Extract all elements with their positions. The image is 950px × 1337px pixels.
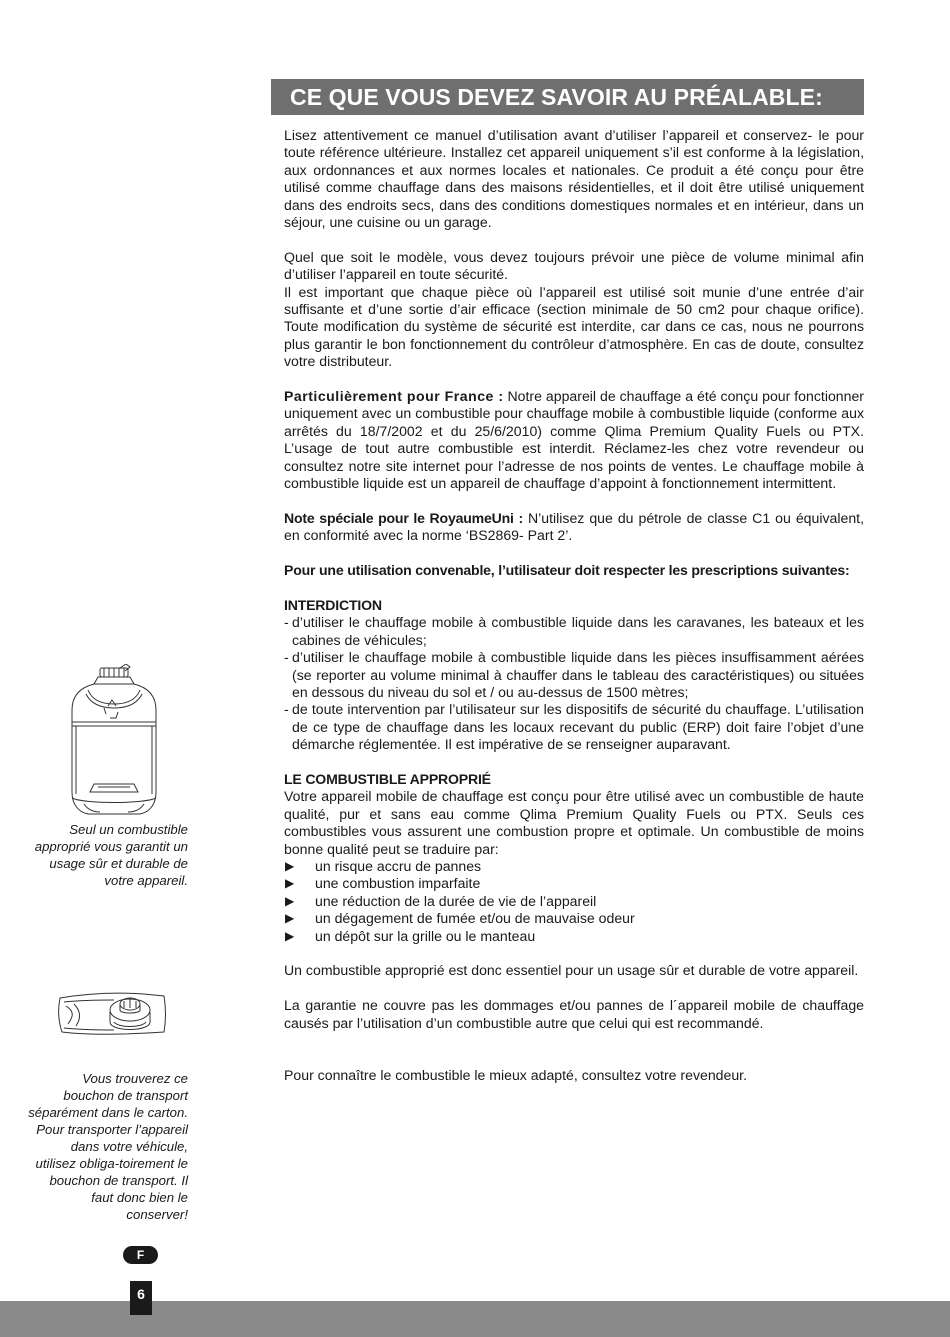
bullet-icon: ▶ xyxy=(285,911,295,926)
list-item: - d’utiliser le chauffage mobile à combustible liquide dans les pièces insuffisamment aérées (se reporter au volume minimal à chauffer dans le tableau des caractéristiques) ou situées en dessous du niveau du sol et / ou au-dessus de 1500 mètres; xyxy=(284,649,864,700)
list-item: - d’utiliser le chauffage mobile à combustible liquide dans les caravanes, les bateaux et les cabines de véhicules; xyxy=(284,614,864,648)
dealer-paragraph: Pour connaître le combustible le mieux adapté, consultez votre revendeur. xyxy=(284,1066,748,1083)
france-label: Particulièrement pour France : xyxy=(284,388,504,405)
dash-marker: - xyxy=(284,614,289,631)
list-item: ▶ une réduction de la durée de vie de l’appareil xyxy=(285,892,597,909)
dash-marker: - xyxy=(284,649,289,666)
fuel-caption: Seul un combustible approprié vous garantit un usage sûr et durable de votre appareil. xyxy=(34,822,188,888)
page-title: CE QUE VOUS DEVEZ SAVOIR AU PRÉALABLE: xyxy=(271,79,864,115)
essential-paragraph: Un combustible approprié est donc essentiel pour un usage sûr et durable de votre appareil. xyxy=(284,962,859,979)
language-badge: F xyxy=(123,1246,158,1264)
fuel-can-icon xyxy=(64,664,164,816)
uk-paragraph xyxy=(284,510,864,545)
warranty-paragraph: La garantie ne couvre pas les dommages et/ou pannes de l´appareil mobile de chauffage causés par l’utilisation d’un combustible autre que celui qui est recommandé. xyxy=(284,997,864,1031)
list-item: ▶ une combustion imparfaite xyxy=(285,875,481,892)
uk-text: N’utilisez que du pétrole de classe C1 ou équivalent, en conformité avec la norme ‘BS2869- Part 2’. xyxy=(284,509,864,544)
france-paragraph xyxy=(284,388,864,492)
transport-cap-icon xyxy=(54,988,170,1038)
ventilation-paragraph: Il est important que chaque pièce où l’appareil est utilisé soit munie d’une entrée d’air suffisante et d’une sortie d’air efficace (section minimale de 50 cm2 pour chaque orifice). Toute modification du système de sécurité est interdite, car dans ce cas, nous ne pourrons plus garantir le bon fonctionnement du contrôleur d’atmosphère. En cas de doute, consultez votre distributeur. xyxy=(284,283,864,370)
fuel-title: LE COMBUSTIBLE APPROPRIÉ xyxy=(284,770,491,787)
list-item: ▶ un dégagement de fumée et/ou de mauvaise odeur xyxy=(285,910,635,927)
list-item: ▶ un risque accru de pannes xyxy=(285,857,482,874)
uk-label: Note spéciale pour le RoyaumeUni : xyxy=(284,509,523,526)
fuel-intro: Votre appareil mobile de chauffage est conçu pour être utilisé avec un combustible de haute qualité, pur et sans eau comme Qlima Premium Quality Fuels ou PTX. Seuls ces combustibles vous assurent une combustion propre et optimale. Un combustible de moins bonne qualité peut se traduire par: xyxy=(284,788,864,857)
dash-marker: - xyxy=(284,701,289,718)
bullet-icon: ▶ xyxy=(285,858,295,873)
bullet-icon: ▶ xyxy=(285,928,295,943)
intro-paragraph: Lisez attentivement ce manuel d’utilisation avant d’utiliser l’appareil et conservez- le pour toute référence ultérieure. Installez cet appareil uniquement s’il est conforme à la législation, aux ordonnances et aux normes locales et nationales. Ce produit a été conçu pour être utilisé comme chauffage dans des maisons résidentielles, et il doit être utilisé uniquement dans des endroits secs, dans des conditions domestiques normales et en intérieur, dans un séjour, une cuisine ou un garage. xyxy=(284,127,864,231)
prescriptions-heading: Pour une utilisation convenable, l’utilisateur doit respecter les prescriptions suivantes: xyxy=(284,562,850,579)
interdiction-title: INTERDICTION xyxy=(284,596,382,613)
list-item: - de toute intervention par l’utilisateur sur les dispositifs de sécurité du chauffage. L’utilisation de ce type de chauffage dans les locaux recevant du public (ERP) doit faire l’objet d’une démarche réglementée. Il est impérative de se renseigner auparavant. xyxy=(284,701,864,753)
bullet-icon: ▶ xyxy=(285,893,295,908)
transport-cap-caption: Vous trouverez ce bouchon de transport séparément dans le carton. Pour transporter l’appareil dans votre véhicule, utilisez obliga-toirement le bouchon de transport. Il faut donc bien le conserver! xyxy=(28,1071,188,1222)
france-text: Notre appareil de chauffage a été conçu pour fonctionner uniquement avec un combustible pour chauffage mobile à combustible liquide (conforme aux arrêtés du 18/7/2002 et du 25/6/2010) comme Qlima Premium Quality Fuels ou PTX. L’usage de tout autre combustible est interdit. Réclamez-les chez votre revendeur ou consultez notre site internet pour l’adresse de nos points de ventes. Le chauffage mobile à combustible liquide est un appareil de chauffage d’appoint à fonctionnement intermittent. xyxy=(284,388,864,492)
volume-paragraph: Quel que soit le modèle, vous devez toujours prévoir une pièce de volume minimal afin d’utiliser l’appareil en toute sécurité. xyxy=(284,248,864,283)
bullet-icon: ▶ xyxy=(285,876,295,891)
list-item: ▶ un dépôt sur la grille ou le manteau xyxy=(285,927,536,944)
page-number: 6 xyxy=(130,1281,152,1315)
main-content xyxy=(284,127,864,1084)
